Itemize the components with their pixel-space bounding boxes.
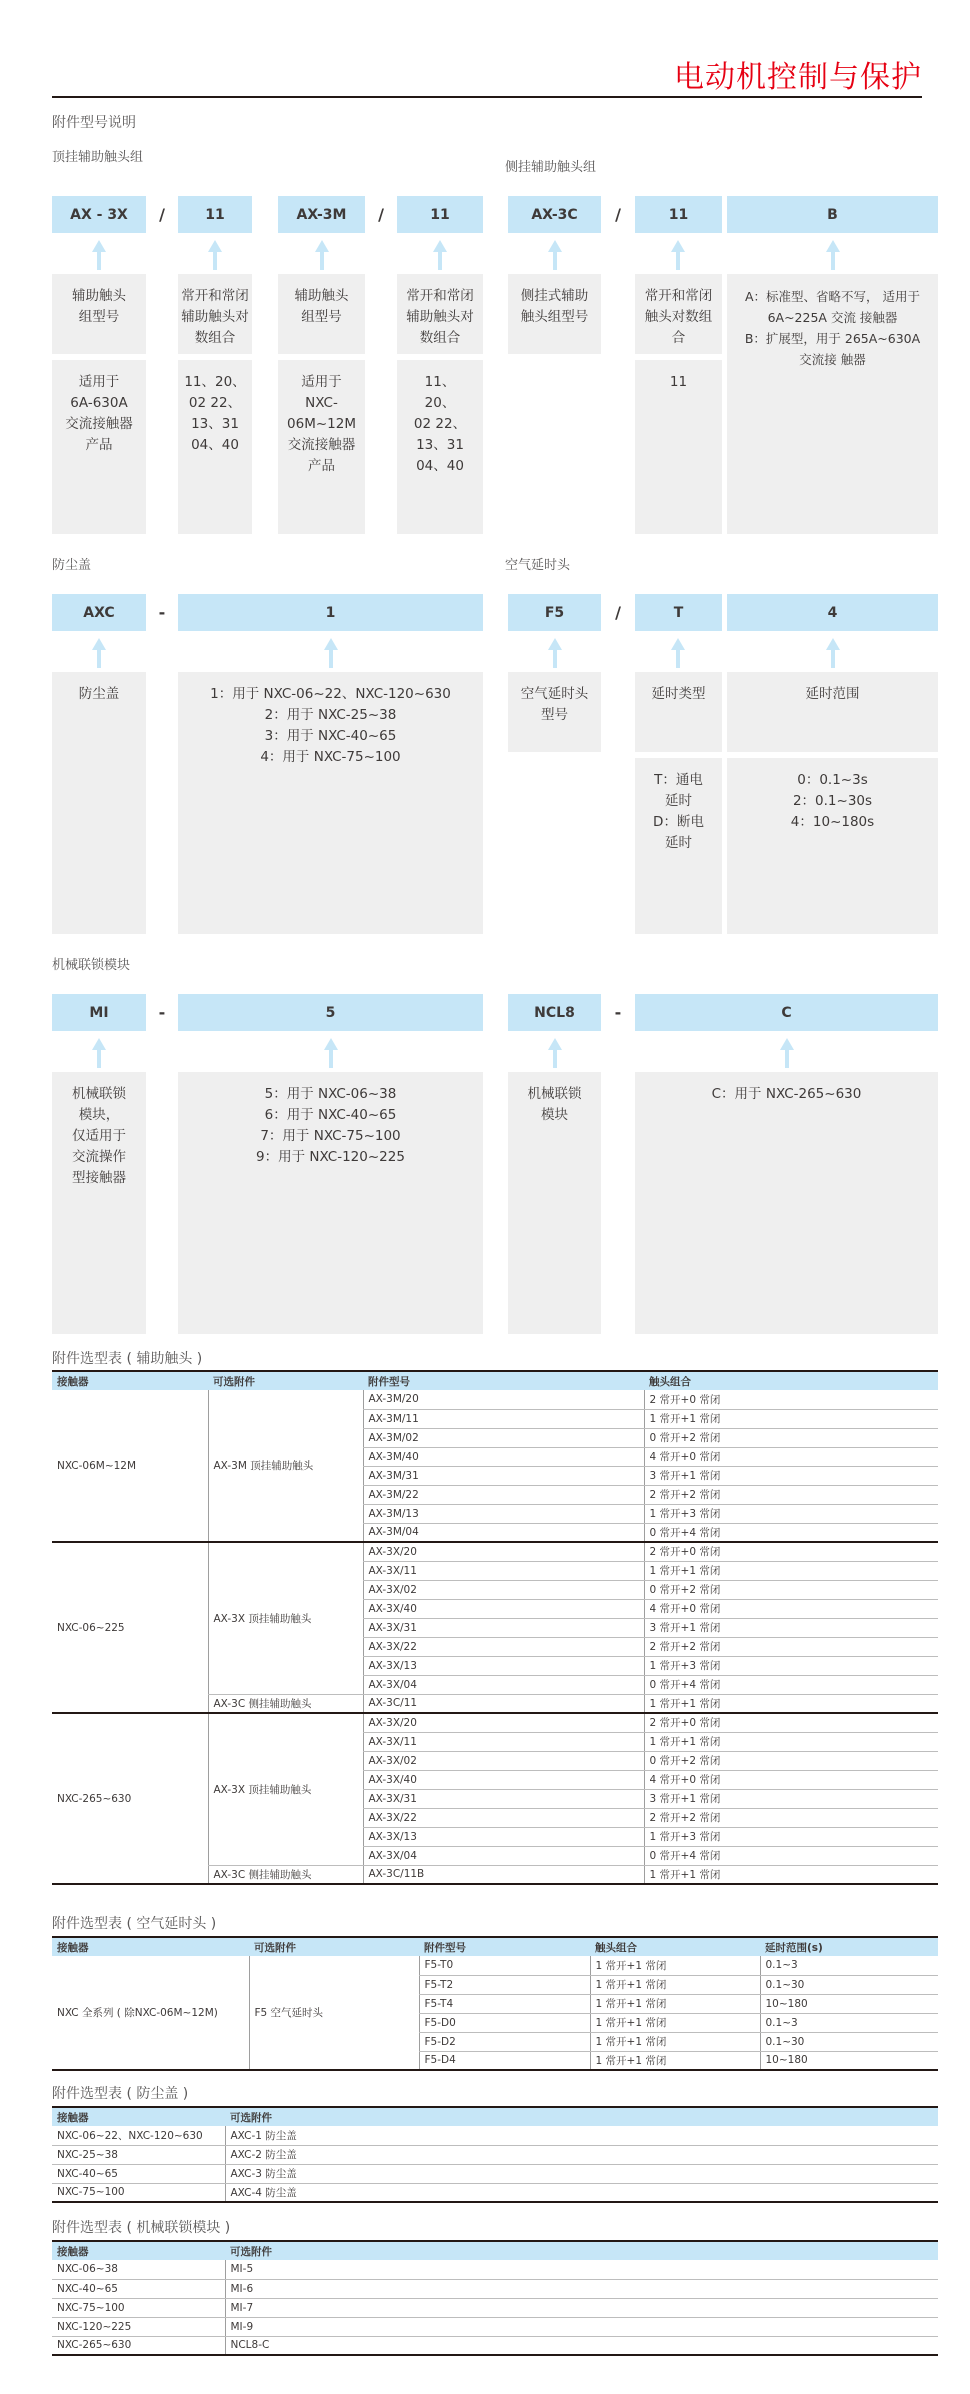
code-c: C (635, 994, 938, 1031)
desc-box: 常开和常闭 辅助触头对 数组合 (178, 274, 252, 354)
desc-box: A：标准型、省略不写， 适用于 6A~225A 交流 接触器 B：扩展型，用于 265A~630A 交流接 触器 (727, 274, 938, 534)
model-cell: AX-3X/20 (363, 1713, 644, 1732)
table-header: 接触器 (52, 2107, 225, 2126)
note-box: 适用于 NXC- 06M~12M 交流接触器 产品 (278, 360, 365, 534)
range-cell: 10~180 (760, 1994, 938, 2013)
code-ax-3m: AX-3M (278, 196, 365, 233)
combo-cell: 1 常开+1 常闭 (644, 1732, 938, 1751)
combo-cell: 1 常开+1 常闭 (590, 1956, 760, 1975)
section-title: 附件型号说明 (52, 115, 136, 131)
table-header: 附件型号 (363, 1371, 644, 1390)
sep-dash: - (158, 1003, 166, 1022)
model-cell: F5-D2 (419, 2032, 590, 2051)
model-cell: AX-3M/04 (363, 1523, 644, 1542)
arrow-up-icon (92, 240, 106, 270)
table-row (52, 1542, 938, 1561)
model-cell: AX-3C/11B (363, 1865, 644, 1884)
table-header: 接触器 (52, 2241, 225, 2260)
accessory-cell: AX-3C 侧挂辅助触头 (208, 1865, 363, 1884)
table-aux-title: 附件选型表 ( 辅助触头 ) (52, 1351, 203, 1367)
arrow-up-icon (92, 1038, 106, 1068)
contactor-cell: NXC-06M~12M (52, 1390, 208, 1542)
desc-box: 辅助触头 组型号 (52, 274, 146, 354)
table-row (52, 2298, 938, 2317)
sep-slash: / (159, 205, 165, 224)
desc-box: 侧挂式辅助 触头组型号 (508, 274, 601, 354)
aux-side-title: 侧挂辅助触头组 (505, 160, 597, 175)
combo-cell: 4 常开+0 常闭 (644, 1599, 938, 1618)
note-box: 适用于 6A-630A 交流接触器 产品 (52, 360, 146, 534)
combo-cell: 4 常开+0 常闭 (644, 1770, 938, 1789)
contactor-cell: NXC-75~100 (52, 2183, 225, 2202)
code-mi: MI (52, 994, 146, 1031)
contactor-cell: NXC-120~225 (52, 2317, 225, 2336)
model-cell: AX-3X/31 (363, 1618, 644, 1637)
combo-cell: 1 常开+1 常闭 (590, 2013, 760, 2032)
accessory-cell: AXC-1 防尘盖 (225, 2126, 938, 2145)
model-cell: AX-3C/11 (363, 1694, 644, 1713)
combo-cell: 0 常开+2 常闭 (644, 1580, 938, 1599)
dust-title: 防尘盖 (52, 558, 92, 573)
table-dust (52, 2106, 938, 2203)
contactor-cell: NXC-40~65 (52, 2164, 225, 2183)
table-aux (52, 1370, 938, 1885)
table-header: 触头组合 (644, 1371, 938, 1390)
sep-slash: / (615, 205, 621, 224)
table-header: 延时范围(s) (760, 1937, 938, 1956)
combo-cell: 3 常开+1 常闭 (644, 1466, 938, 1485)
contactor-cell: NXC-25~38 (52, 2145, 225, 2164)
table-row (52, 2260, 938, 2279)
model-cell: AX-3X/22 (363, 1808, 644, 1827)
table-row (52, 2145, 938, 2164)
table-row (52, 2126, 938, 2145)
note-box: 11 (635, 360, 722, 534)
model-cell: AX-3M/11 (363, 1409, 644, 1428)
desc-box: 机械联锁 模块， 仅适用于 交流操作 型接触器 (52, 1072, 146, 1334)
model-cell: AX-3X/11 (363, 1732, 644, 1751)
range-cell: 0.1~30 (760, 1975, 938, 1994)
combo-cell: 0 常开+2 常闭 (644, 1751, 938, 1770)
accessory-cell: AXC-3 防尘盖 (225, 2164, 938, 2183)
combo-cell: 2 常开+2 常闭 (644, 1637, 938, 1656)
code-4: 4 (727, 594, 938, 631)
arrow-up-icon (548, 638, 562, 668)
table-row (52, 2183, 938, 2202)
combo-cell: 0 常开+4 常闭 (644, 1846, 938, 1865)
combo-cell: 1 常开+3 常闭 (644, 1656, 938, 1675)
model-cell: AX-3X/20 (363, 1542, 644, 1561)
range-cell: 10~180 (760, 2051, 938, 2070)
model-cell: AX-3M/40 (363, 1447, 644, 1466)
code-axc: AXC (52, 594, 146, 631)
table-row (52, 1713, 938, 1732)
model-cell: AX-3X/40 (363, 1599, 644, 1618)
table-header: 触头组合 (590, 1937, 760, 1956)
code-b: B (727, 196, 938, 233)
header-rule (52, 96, 922, 98)
arrow-up-icon (324, 1038, 338, 1068)
sep-slash: / (378, 205, 384, 224)
model-cell: AX-3X/02 (363, 1751, 644, 1770)
combo-cell: 1 常开+1 常闭 (644, 1561, 938, 1580)
accessory-cell: AX-3M 顶挂辅助触头 (208, 1390, 363, 1542)
code-5: 5 (178, 994, 483, 1031)
accessory-cell: MI-7 (225, 2298, 938, 2317)
accessory-cell: MI-9 (225, 2317, 938, 2336)
accessory-cell: AX-3C 侧挂辅助触头 (208, 1694, 363, 1713)
table-header: 可选附件 (249, 1937, 419, 1956)
model-cell: AX-3M/20 (363, 1390, 644, 1409)
code-ax-3c: AX-3C (508, 196, 601, 233)
table-header: 接触器 (52, 1937, 249, 1956)
model-cell: AX-3M/02 (363, 1428, 644, 1447)
contactor-cell: NXC-265~630 (52, 2336, 225, 2355)
contactor-cell: NXC-06~22、NXC-120~630 (52, 2126, 225, 2145)
sep-slash: / (615, 603, 621, 622)
range-cell: 0.1~3 (760, 1956, 938, 1975)
combo-cell: 1 常开+1 常闭 (644, 1409, 938, 1428)
table-row (52, 1390, 938, 1409)
combo-cell: 1 常开+1 常闭 (590, 2051, 760, 2070)
table-header: 可选附件 (225, 2241, 938, 2260)
model-cell: F5-D0 (419, 2013, 590, 2032)
arrow-up-icon (671, 240, 685, 270)
contactor-cell: NXC-75~100 (52, 2298, 225, 2317)
accessory-cell: NCL8-C (225, 2336, 938, 2355)
table-mech-title: 附件选型表 ( 机械联锁模块 ) (52, 2220, 231, 2236)
arrow-up-icon (324, 638, 338, 668)
table-header: 可选附件 (208, 1371, 363, 1390)
table-row (52, 2336, 938, 2355)
table-row (52, 2279, 938, 2298)
note-box: 11、20、 02 22、 13、31 04、40 (178, 360, 252, 534)
model-cell: AX-3X/02 (363, 1580, 644, 1599)
arrow-up-icon (433, 240, 447, 270)
contactor-cell: NXC-06~38 (52, 2260, 225, 2279)
model-cell: F5-T2 (419, 1975, 590, 1994)
arrow-up-icon (548, 1038, 562, 1068)
desc-box: 延时范围 (727, 672, 938, 752)
combo-cell: 1 常开+1 常闭 (590, 2032, 760, 2051)
desc-box: 常开和常闭 触头对数组 合 (635, 274, 722, 354)
accessory-cell: AXC-2 防尘盖 (225, 2145, 938, 2164)
table-air (52, 1936, 938, 2071)
code-11: 11 (397, 196, 483, 233)
combo-cell: 1 常开+3 常闭 (644, 1827, 938, 1846)
model-cell: AX-3X/13 (363, 1827, 644, 1846)
model-cell: AX-3X/04 (363, 1846, 644, 1865)
sep-dash: - (158, 603, 166, 622)
arrow-up-icon (826, 638, 840, 668)
model-cell: F5-D4 (419, 2051, 590, 2070)
model-cell: AX-3X/40 (363, 1770, 644, 1789)
range-cell: 0.1~3 (760, 2013, 938, 2032)
code-f5: F5 (508, 594, 601, 631)
table-row (52, 2164, 938, 2183)
combo-cell: 3 常开+1 常闭 (644, 1789, 938, 1808)
arrow-up-icon (315, 240, 329, 270)
note-box: 11、 20、 02 22、 13、31 04、40 (397, 360, 483, 534)
combo-cell: 2 常开+0 常闭 (644, 1542, 938, 1561)
accessory-cell: MI-5 (225, 2260, 938, 2279)
model-cell: AX-3M/13 (363, 1504, 644, 1523)
combo-cell: 0 常开+4 常闭 (644, 1675, 938, 1694)
model-cell: F5-T0 (419, 1956, 590, 1975)
model-cell: F5-T4 (419, 1994, 590, 2013)
combo-cell: 0 常开+2 常闭 (644, 1428, 938, 1447)
model-cell: AX-3X/22 (363, 1637, 644, 1656)
combo-cell: 2 常开+0 常闭 (644, 1713, 938, 1732)
mech-title: 机械联锁模块 (52, 958, 131, 973)
contactor-cell: NXC 全系列 ( 除NXC-06M~12M) (52, 1956, 249, 2070)
desc-box: 辅助触头 组型号 (278, 274, 365, 354)
contactor-cell: NXC-40~65 (52, 2279, 225, 2298)
desc-box: 空气延时头 型号 (508, 672, 601, 752)
sep-dash: - (614, 1003, 622, 1022)
model-cell: AX-3M/31 (363, 1466, 644, 1485)
table-header: 附件型号 (419, 1937, 590, 1956)
desc-box: 延时类型 (635, 672, 722, 752)
table-row (52, 1956, 938, 1975)
contactor-cell: NXC-265~630 (52, 1713, 208, 1884)
code-1: 1 (178, 594, 483, 631)
desc-box: C：用于 NXC-265~630 (635, 1072, 938, 1334)
code-ncl8: NCL8 (508, 994, 601, 1031)
arrow-up-icon (92, 638, 106, 668)
combo-cell: 1 常开+1 常闭 (644, 1865, 938, 1884)
combo-cell: 0 常开+4 常闭 (644, 1523, 938, 1542)
desc-box: 5：用于 NXC-06~38 6：用于 NXC-40~65 7：用于 NXC-75~100 9：用于 NXC-120~225 (178, 1072, 483, 1334)
model-cell: AX-3X/04 (363, 1675, 644, 1694)
note-box: 0：0.1~3s 2：0.1~30s 4：10~180s (727, 758, 938, 934)
table-row (52, 2317, 938, 2336)
combo-cell: 1 常开+1 常闭 (590, 1975, 760, 1994)
arrow-up-icon (671, 638, 685, 668)
combo-cell: 2 常开+2 常闭 (644, 1485, 938, 1504)
note-box: T：通电 延时 D：断电 延时 (635, 758, 722, 934)
model-cell: AX-3M/22 (363, 1485, 644, 1504)
code-t: T (635, 594, 722, 631)
combo-cell: 3 常开+1 常闭 (644, 1618, 938, 1637)
desc-box: 机械联锁 模块 (508, 1072, 601, 1334)
accessory-cell: AX-3X 顶挂辅助触头 (208, 1542, 363, 1694)
arrow-up-icon (780, 1038, 794, 1068)
accessory-cell: MI-6 (225, 2279, 938, 2298)
accessory-cell: AX-3X 顶挂辅助触头 (208, 1713, 363, 1865)
model-cell: AX-3X/13 (363, 1656, 644, 1675)
code-11: 11 (178, 196, 252, 233)
code-ax-3x: AX - 3X (52, 196, 146, 233)
arrow-up-icon (208, 240, 222, 270)
accessory-cell: F5 空气延时头 (249, 1956, 419, 2070)
combo-cell: 2 常开+0 常闭 (644, 1390, 938, 1409)
model-cell: AX-3X/11 (363, 1561, 644, 1580)
table-header: 可选附件 (225, 2107, 938, 2126)
combo-cell: 4 常开+0 常闭 (644, 1447, 938, 1466)
arrow-up-icon (548, 240, 562, 270)
combo-cell: 1 常开+3 常闭 (644, 1504, 938, 1523)
contactor-cell: NXC-06~225 (52, 1542, 208, 1713)
accessory-cell: AXC-4 防尘盖 (225, 2183, 938, 2202)
aux-top-title: 顶挂辅助触头组 (52, 150, 144, 165)
desc-box: 1：用于 NXC-06~22、NXC-120~630 2：用于 NXC-25~38 3：用于 NXC-40~65 4：用于 NXC-75~100 (178, 672, 483, 934)
desc-box: 防尘盖 (52, 672, 146, 934)
model-cell: AX-3X/31 (363, 1789, 644, 1808)
desc-box: 常开和常闭 辅助触头对 数组合 (397, 274, 483, 354)
code-11: 11 (635, 196, 722, 233)
table-dust-title: 附件选型表 ( 防尘盖 ) (52, 2086, 189, 2102)
table-mech (52, 2240, 938, 2356)
combo-cell: 1 常开+1 常闭 (590, 1994, 760, 2013)
range-cell: 0.1~30 (760, 2032, 938, 2051)
air-title: 空气延时头 (505, 558, 571, 573)
table-header: 接触器 (52, 1371, 208, 1390)
page-title: 电动机控制与保护 (674, 60, 922, 95)
combo-cell: 1 常开+1 常闭 (644, 1694, 938, 1713)
table-air-title: 附件选型表 ( 空气延时头 ) (52, 1916, 217, 1932)
arrow-up-icon (826, 240, 840, 270)
combo-cell: 2 常开+2 常闭 (644, 1808, 938, 1827)
